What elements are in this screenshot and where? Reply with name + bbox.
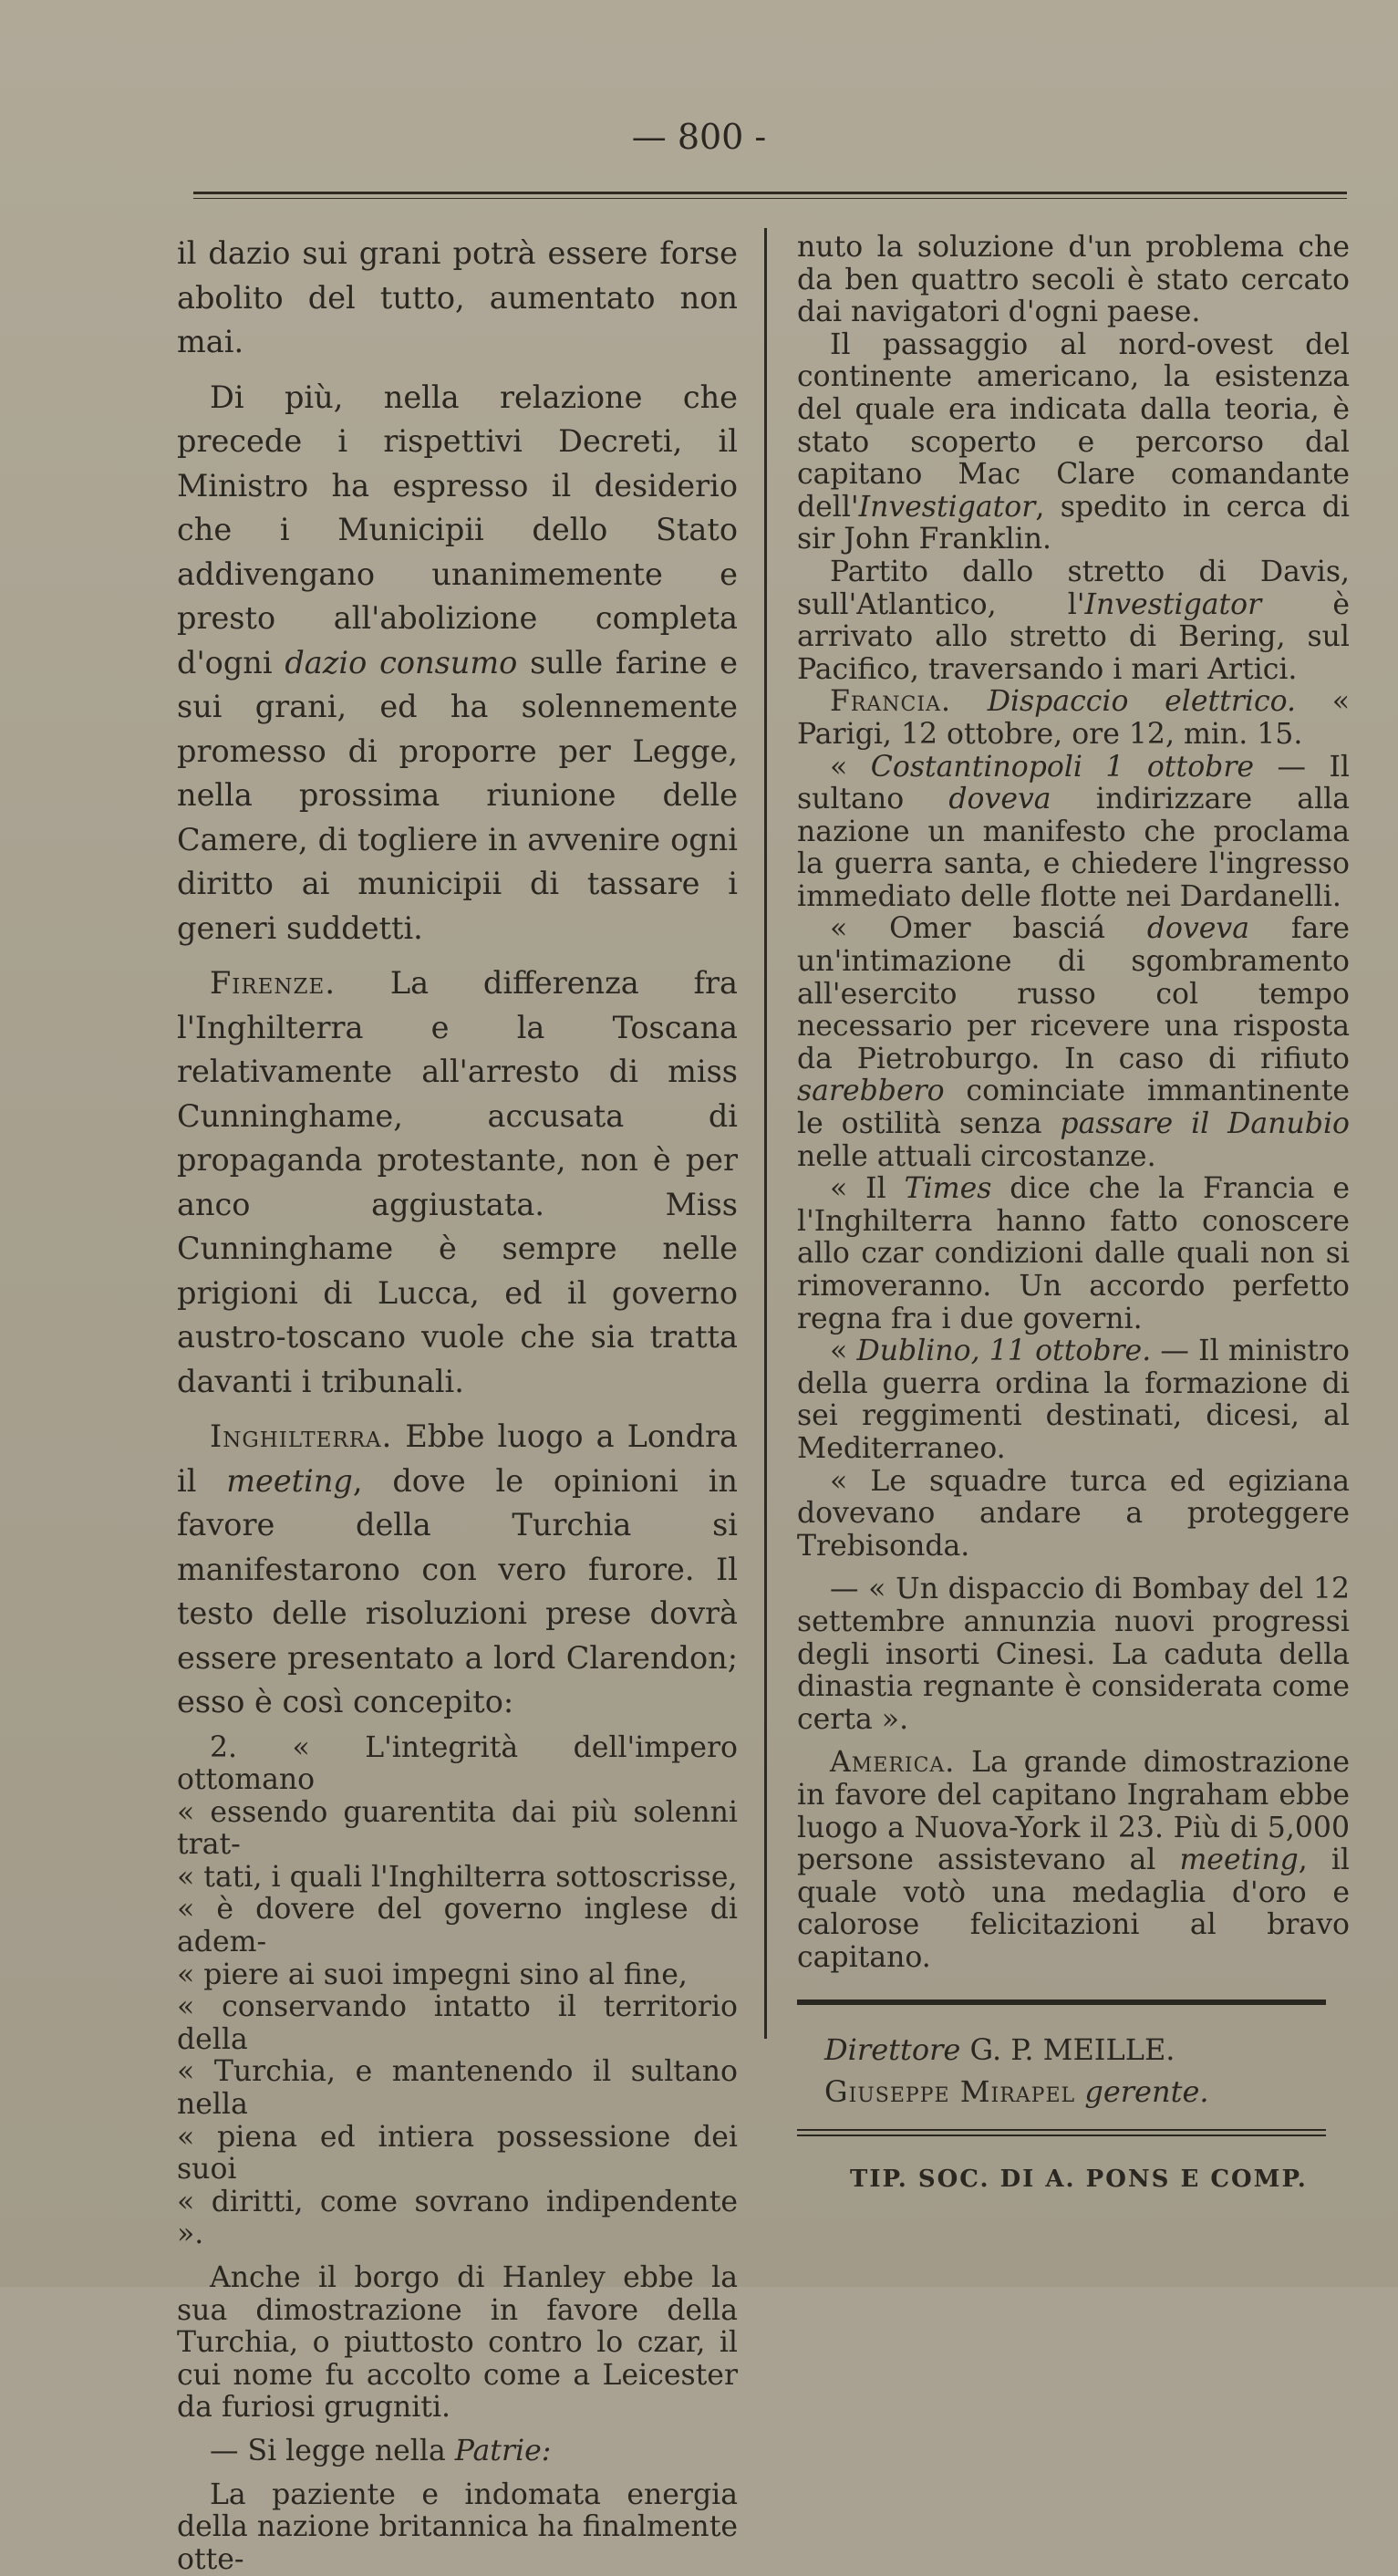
paragraph-relazione-ministro: Di più, nella relazione che precede i rispettivi Decreti, il Ministro ha espresso il desiderio che i Municipii dello Stato addivengano unanimemente e presto all'abolizione completa d'ogni dazio consumo sulle farine e sui grani, ed ha solennemente promesso di proporre per Legge, nella prossima riunione delle Camere, di togliere in avvenire ogni diritto ai municipii di tassare i generi suddetti. <box>177 376 738 951</box>
quote-line: « conservando intatto il territorio della <box>177 1991 738 2056</box>
paragraph-francia: Francia. Dispaccio elettrico. « Parigi, 12 ottobre, ore 12, min. 15. <box>797 686 1350 751</box>
quote-line: « piena ed intiera possessione dei suoi <box>177 2122 738 2186</box>
paragraph-dublino: « Dublino, 11 ottobre. — Il ministro della guerra ordina la formazione di sei reggimenti destinati, dicesi, al Mediterraneo. <box>797 1335 1350 1465</box>
paragraph-trebisonda: « Le squadre turca ed egiziana dovevano andare a proteggere Trebisonda. <box>797 1466 1350 1563</box>
quote-line: « è dovere del governo inglese di adem- <box>177 1894 738 1958</box>
paragraph-passaggio-nord-ovest: Il passaggio al nord-ovest del continente americano, la esistenza del quale era indicata dalla teoria, è stato scoperto e percorso dal capitano Mac Clare comandante dell'Investigator, spedito in cerca di sir John Franklin. <box>797 329 1350 556</box>
footer-rule-double <box>797 2129 1326 2136</box>
paragraph-omer-bascia: « Omer basciá doveva fare un'intimazione di sgombramento all'esercito russo col tempo necessario per ricevere una risposta da Pietroburgo. In caso di rifiuto sarebbero cominciate immantinente le ostilità senza passare il Danubio nelle attuali circostanze. <box>797 913 1350 1173</box>
resolution-quote <box>177 1732 738 2252</box>
paragraph-america: America. La grande dimostrazione in favore del capitano Ingraham ebbe luogo a Nuova-York il 23. Più di 5,000 persone assistevano al meeting, il quale votò una medaglia d'oro e calorose felicitazioni al bravo capitano. <box>797 1747 1350 1974</box>
section-head-inghilterra: Inghilterra. <box>210 1418 392 1454</box>
left-column-continuation <box>177 1732 738 2576</box>
page-number: — 800 - <box>0 117 1398 157</box>
paragraph-firenze: Firenze. La differenza fra l'Inghilterra e la Toscana relativamente all'arresto di miss Cunninghame, accusata di propaganda protestante, non è per anco aggiustata. Miss Cunninghame è sempre nelle prigioni di Lucca, ed il governo austro-toscano vuole che sia tratta davanti i tribunali. <box>177 961 738 1404</box>
direttore-line: Direttore G. P. MEILLE. <box>824 2029 1350 2071</box>
paragraph-energia-britannica: La paziente e indomata energia della nazione britannica ha finalmente otte- <box>177 2479 738 2576</box>
section-head-francia: Francia. <box>830 685 951 718</box>
paragraph-bombay: — « Un dispaccio di Bombay del 12 settembre annunzia nuovi progressi degli insorti Cinesi. La caduta della dinastia regnante è considerata come certa ». <box>797 1574 1350 1736</box>
paragraph-hanley: Anche il borgo di Hanley ebbe la sua dimostrazione in favore della Turchia, o piuttosto contro lo czar, il cui nome fu accolto come a Leicester da furiosi grugniti. <box>177 2262 738 2425</box>
quote-line: « diritti, come sovrano indipendente ». <box>177 2186 738 2251</box>
column-divider <box>764 228 767 2039</box>
paragraph-soluzione-problema: nuto la soluzione d'un problema che da ben quattro secoli è stato cercato dai navigatori d'ogni paese. <box>797 232 1350 329</box>
quote-line: « Turchia, e mantenendo il sultano nella <box>177 2056 738 2121</box>
section-head-america: America. <box>830 1746 955 1779</box>
quote-line: « tati, i quali l'Inghilterra sottoscrisse, <box>177 1862 738 1895</box>
footer-rule-thick <box>797 2000 1326 2005</box>
header-rule <box>193 192 1347 199</box>
right-column <box>797 232 1350 2195</box>
paragraph-dazio-grani: il dazio sui grani potrà essere forse abolito del tutto, aumentato non mai. <box>177 232 738 365</box>
paragraph-times: « Il Times dice che la Francia e l'Inghilterra hanno fatto conoscere allo czar condizioni dalle quali non si rimoveranno. Un accordo perfetto regna fra i due governi. <box>797 1173 1350 1335</box>
gerente-line: Giuseppe Mirapel gerente. <box>824 2071 1350 2113</box>
paragraph-costantinopoli: « Costantinopoli 1 ottobre — Il sultano doveva indirizzare alla nazione un manifesto che proclama la guerra santa, e chiedere l'ingresso immediato delle flotte nei Dardanelli. <box>797 752 1350 914</box>
left-column <box>177 232 738 2576</box>
quote-line: « piere ai suoi impegni sino al fine, <box>177 1959 738 1992</box>
printer-imprint: TIP. SOC. DI A. PONS E COMP. <box>850 2164 1350 2195</box>
quote-line: « essendo guarentita dai più solenni trat- <box>177 1797 738 1862</box>
paragraph-patrie: — Si legge nella Patrie: <box>177 2436 738 2468</box>
paragraph-partito-davis: Partito dallo stretto di Davis, sull'Atlantico, l'Investigator è arrivato allo stretto di Bering, sul Pacifico, traversando i mari Artici. <box>797 556 1350 686</box>
paragraph-inghilterra: Inghilterra. Ebbe luogo a Londra il meeting, dove le opinioni in favore della Turchia si manifestarono con vero furore. Il testo delle risoluzioni prese dovrà essere presentato a lord Clarendon; esso è così concepito: <box>177 1415 738 1725</box>
section-head-firenze: Firenze. <box>210 965 336 1001</box>
quote-line: 2. « L'integrità dell'impero ottomano <box>177 1732 738 1797</box>
